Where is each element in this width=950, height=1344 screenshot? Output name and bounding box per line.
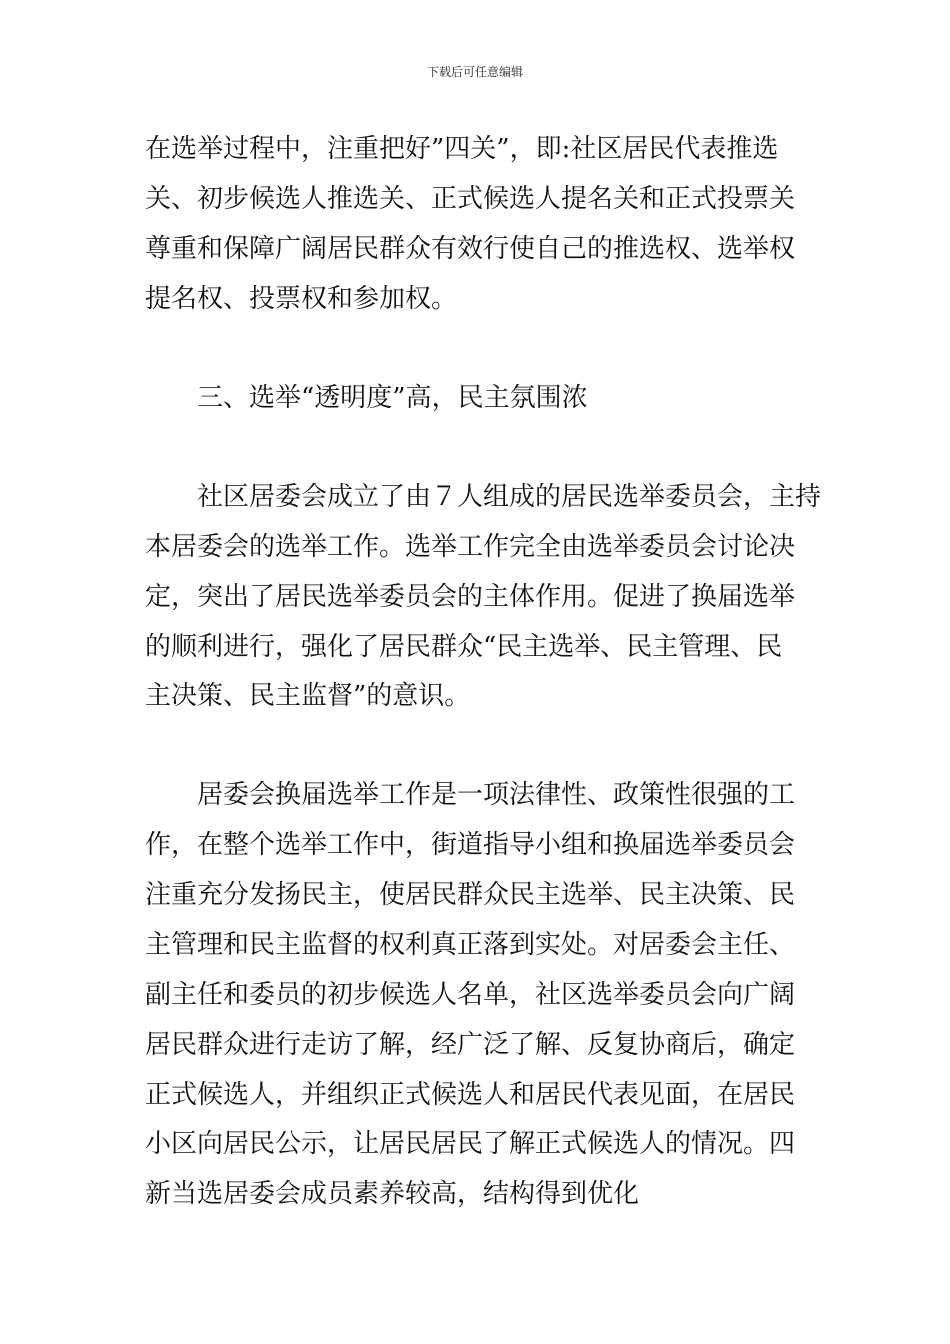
text-line: 本居委会的选举工作。选举工作完全由选举委员会讨论决 xyxy=(145,532,796,562)
text-line: 副主任和委员的初步候选人名单，社区选举委员会向广阔 xyxy=(145,980,796,1010)
section-heading: 三、选举“透明度”高，民主氛围浓 xyxy=(197,383,588,413)
text-line: 关、初步候选人推选关、正式候选人提名关和正式投票关 xyxy=(145,184,796,214)
text-line: 在选举过程中，注重把好”四关”，即:社区居民代表推选 xyxy=(145,134,779,164)
text-line: 小区向居民公示，让居民居民了解正式候选人的情况。四 xyxy=(145,1129,796,1159)
text-line: 主管理和民主监督的权利真正落到实处。对居委会主任、 xyxy=(145,930,796,960)
text-line: 主决策、民主监督”的意识。 xyxy=(145,681,471,711)
text-line: 注重充分发扬民主，使居民群众民主选举、民主决策、民 xyxy=(145,880,796,910)
text-line: 作，在整个选举工作中，街道指导小组和换届选举委员会 xyxy=(145,830,796,860)
text-line: 居民群众进行走访了解，经广泛了解、反复协商后，确定 xyxy=(145,1030,796,1060)
text-line: 提名权、投票权和参加权。 xyxy=(145,284,458,314)
text-line: 的顺利进行，强化了居民群众“民主选举、民主管理、民 xyxy=(145,632,783,662)
text-line: 尊重和保障广阔居民群众有效行使自己的推选权、选举权 xyxy=(145,234,796,264)
text-line: 正式候选人，并组织正式候选人和居民代表见面，在居民 xyxy=(145,1080,796,1110)
text-line: 居委会换届选举工作是一项法律性、政策性很强的工 xyxy=(197,780,796,810)
page-header-note: 下载后可任意编辑 xyxy=(426,65,523,79)
text-line: 新当选居委会成员素养较高，结构得到优化 xyxy=(145,1179,640,1209)
text-line: 定，突出了居民选举委员会的主体作用。促进了换届选举 xyxy=(145,582,796,612)
text-line: 社区居委会成立了由７人组成的居民选举委员会，主持 xyxy=(197,482,822,512)
